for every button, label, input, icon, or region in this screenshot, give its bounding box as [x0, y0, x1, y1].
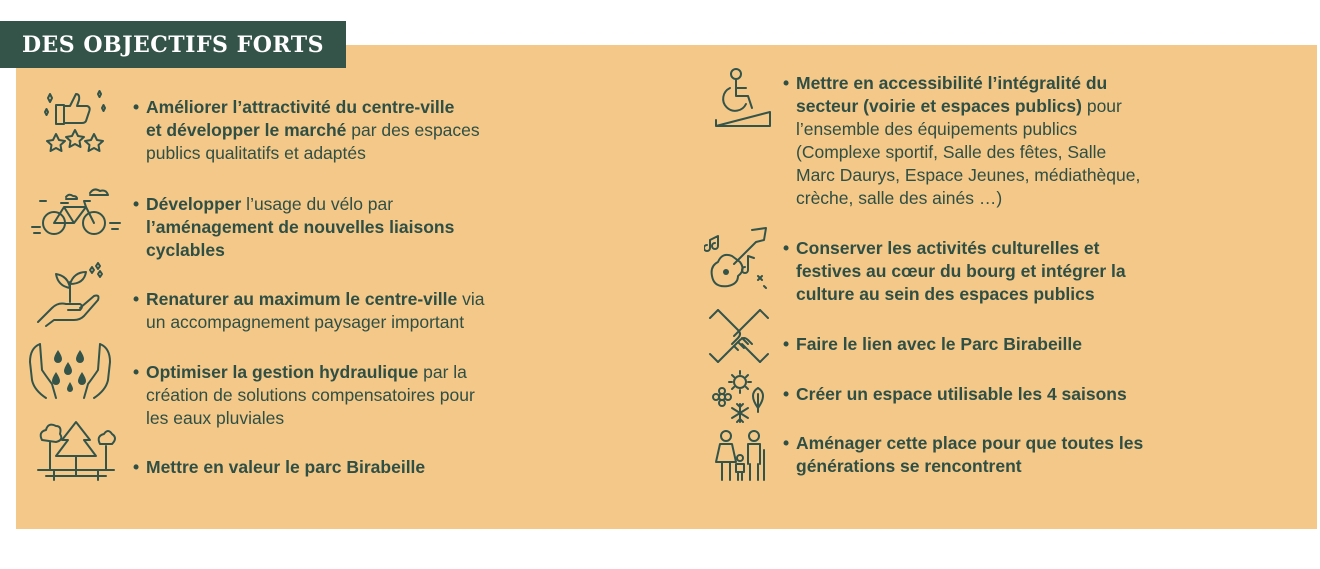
objective-hydraulique: • Optimiser la gestion hydraulique par la création de solutions compensatoires pour les eaux pluviales — [133, 362, 475, 428]
objective-lien-parc: • Faire le lien avec le Parc Birabeille — [783, 334, 1082, 354]
objective-renaturer: • Renaturer au maximum le centre-ville via un accompagnement paysager important — [133, 289, 485, 332]
objective-parc: • Mettre en valeur le parc Birabeille — [133, 457, 426, 477]
hand-plant-icon — [34, 262, 106, 328]
guitar-music-icon — [704, 226, 772, 296]
section-title-box — [0, 21, 346, 68]
objective-culture: • Conserver les activités culturelles et festives au cœur du bourg et intégrer la culture au sein des espaces publics — [783, 238, 1126, 304]
objective-accessibilite: • Mettre en accessibilité l’intégralité du secteur (voirie et espaces publics) pour l’ensemble des équipements publics (Complexe sportif, Salle des fêtes, Salle Marc Daurys, Espace Jeunes, médiathèque, crèche, salle des ainés …) — [783, 73, 1141, 208]
objective-velo: • Développer l’usage du vélo par l’aménagement de nouvelles liaisons cyclables — [133, 194, 455, 260]
thumbs-up-stars-icon — [42, 88, 108, 152]
objective-attractivite: • Améliorer l’attractivité du centre-ville et développer le marché par des espaces publics qualitatifs et adaptés — [133, 97, 480, 163]
park-trees-icon — [36, 418, 116, 484]
handshake-icon — [708, 306, 770, 366]
section-title: DES OBJECTIFS FORTS — [21, 31, 325, 58]
objective-generations: • Aménager cette place pour que toutes les générations se rencontrent — [783, 433, 1144, 476]
bicycle-icon — [30, 187, 122, 239]
generations-family-icon — [712, 428, 770, 484]
hands-water-drops-icon — [24, 340, 116, 402]
wheelchair-ramp-icon — [712, 66, 774, 130]
four-seasons-icon — [712, 370, 768, 424]
objective-4-saisons: • Créer un espace utilisable les 4 saisons — [783, 384, 1127, 404]
